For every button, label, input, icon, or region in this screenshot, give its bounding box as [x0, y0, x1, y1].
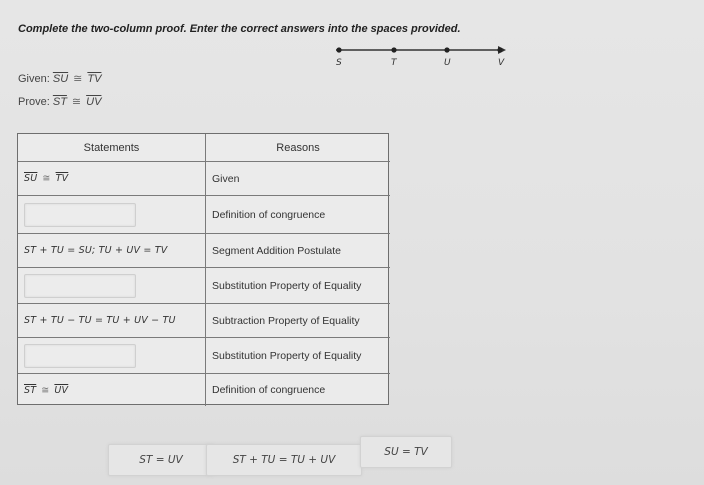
point-label-s: S: [336, 58, 342, 68]
point-label-t: T: [391, 58, 397, 68]
statement-5: ST + TU − TU = TU + UV − TU: [18, 304, 206, 338]
answer-tile-st-equals-uv[interactable]: ST = UV: [108, 444, 214, 476]
point-label-v: V: [498, 58, 505, 68]
statement-7: [18, 374, 206, 406]
reason-7: Definition of congruence: [212, 384, 326, 396]
given-segment-left: $\overline{SU}$: [52, 73, 69, 85]
statement-2-cell: [18, 196, 206, 234]
point-label-u: U: [444, 58, 451, 68]
statement-4-drop-zone[interactable]: [24, 274, 136, 298]
prove-statement: [18, 95, 101, 108]
statement-2-drop-zone[interactable]: [24, 203, 136, 227]
congruent-symbol: ≅: [41, 384, 50, 396]
statement-1-left: $\overline{SU}$: [24, 173, 38, 184]
answer-tile-st-plus-tu[interactable]: ST + TU = TU + UV: [206, 444, 362, 476]
reason-6: Substitution Property of Equality: [206, 338, 390, 374]
statement-7-right: $\overline{UV}$: [54, 384, 69, 396]
prove-segment-left: $\overline{ST}$: [52, 96, 67, 108]
statements-header: Statements: [18, 134, 206, 162]
number-line: [334, 44, 506, 72]
statement-4-cell: [18, 268, 206, 304]
answer-tile-su-equals-tv[interactable]: SU = TV: [360, 436, 452, 468]
reason-3: Segment Addition Postulate: [206, 234, 390, 268]
prove-label: Prove:: [18, 96, 50, 108]
statement-1: [18, 162, 206, 196]
congruent-symbol: ≅: [71, 96, 82, 108]
statement-1-right: $\overline{TV}$: [55, 173, 69, 184]
given-statement: [18, 72, 101, 85]
congruent-symbol: ≅: [42, 173, 51, 184]
statement-7-left: $\overline{ST}$: [24, 384, 37, 396]
reason-1: Given: [206, 162, 390, 196]
reason-2: Definition of congruence: [206, 196, 390, 234]
reasons-header: Reasons: [206, 134, 390, 162]
reason-4: Substitution Property of Equality: [206, 268, 390, 304]
proof-table: [17, 133, 389, 405]
congruent-symbol: ≅: [73, 73, 83, 85]
statement-6-drop-zone[interactable]: [24, 344, 136, 368]
number-line-graphic: [334, 44, 506, 58]
statement-6-cell: [18, 338, 206, 374]
prove-segment-right: $\overline{UV}$: [86, 96, 102, 108]
reason-5: Subtraction Property of Equality: [206, 304, 390, 338]
statement-3: ST + TU = SU; TU + UV = TV: [18, 234, 206, 268]
instructions: Complete the two-column proof. Enter the correct answers into the spaces provided.: [18, 23, 461, 35]
given-label: Given:: [18, 73, 50, 85]
given-segment-right: $\overline{TV}$: [87, 73, 102, 85]
